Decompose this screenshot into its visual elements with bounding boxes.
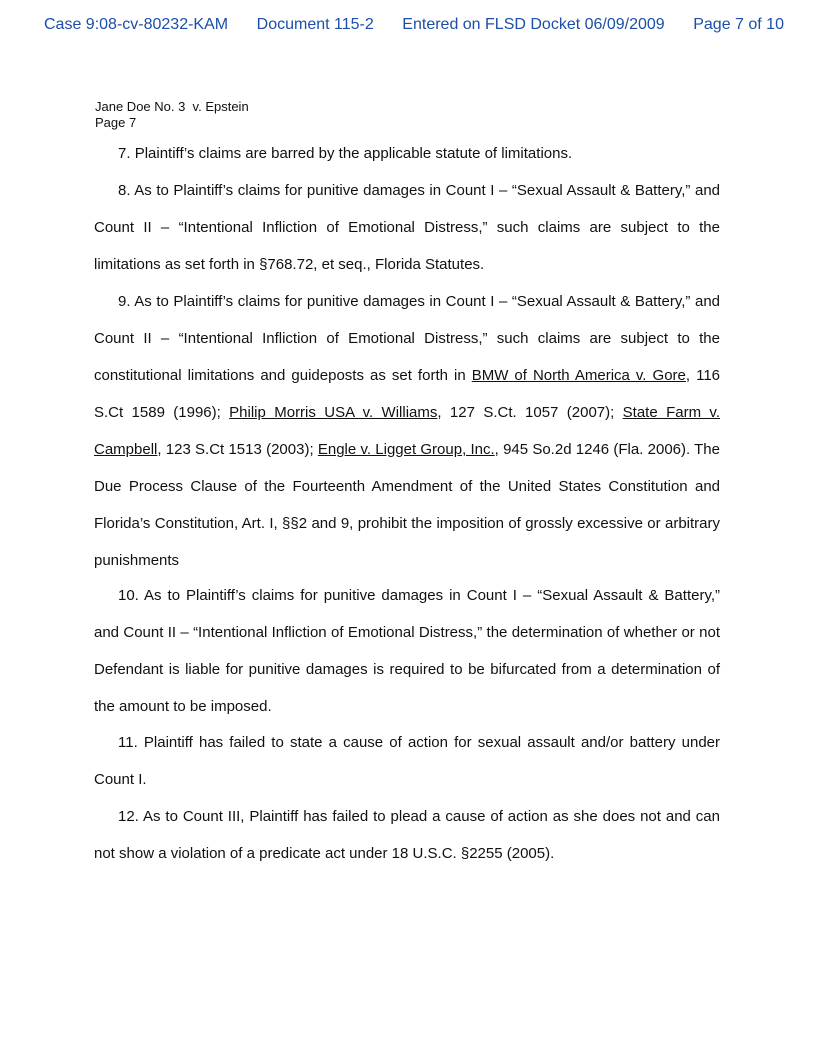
paragraph-number: 7. [118, 145, 131, 162]
citation-text: , 116 S.Ct 1589 (1996); [94, 367, 720, 421]
paragraph-text: As to Count III, Plaintiff has failed to plead a cause of action as she does not and can not show a violation of a predicate act under 18 U.S.C. §2255 (2005). [94, 808, 720, 862]
paragraph-number: 10. [118, 587, 139, 604]
page-number: Page 7 [95, 115, 137, 130]
paragraph-number: 11. [118, 734, 138, 751]
paragraph-text: As to Plaintiff’s claims for punitive damages in Count I – “Sexual Assault & Battery,” and Count II – “Intentional Infliction of Emotional Distress,” the determination of whether or not Defendant is liable for punitive damages is required to be bifurcated from a determination of the amount to be imposed. [94, 587, 720, 715]
citation-text: , 127 S.Ct. 1057 (2007); [437, 404, 623, 421]
paragraph-text: As to Plaintiff’s claims for punitive damages in Count I – “Sexual Assault & Battery,” and Count II – “Intentional Infliction of Emotional Distress,” such claims are subject to the constitutional limitations and guideposts as set forth in [94, 293, 720, 384]
paragraph-text: , 945 So.2d 1246 (Fla. 2006). The Due Process Clause of the Fourteenth Amendment of the United States Constitution and Florida’s Constitution, Art. I, §§2 and 9, prohibit the imposition of grossly excessive or arbitrary punishments [94, 441, 720, 569]
page-header [95, 99, 249, 131]
paragraph-12 [94, 798, 720, 872]
paragraph-11 [94, 724, 720, 798]
docket-stamp [44, 16, 784, 34]
paragraph-number: 8. [118, 182, 131, 199]
page-count: Page 7 of 10 [693, 16, 784, 33]
case-citation-philip-morris: Philip Morris USA v. Williams [229, 404, 438, 421]
case-citation-engle: Engle v. Ligget Group, Inc. [317, 441, 495, 458]
case-caption: Jane Doe No. 3 v. Epstein [95, 99, 249, 114]
case-number: Case 9:08-cv-80232-KAM [44, 16, 229, 33]
document-number: Document 115-2 [256, 16, 374, 33]
paragraph-number: 9. [118, 293, 131, 310]
paragraph-9 [94, 283, 720, 579]
case-citation-state-farm: State Farm v. Campbell [94, 404, 720, 458]
paragraph-7 [94, 135, 720, 172]
paragraph-8 [94, 172, 720, 283]
docket-entry-date: Entered on FLSD Docket 06/09/2009 [402, 16, 665, 33]
paragraph-text: Plaintiff’s claims are barred by the applicable statute of limitations. [134, 145, 573, 162]
case-citation-bmw: BMW of North America v. Gore [471, 367, 686, 384]
paragraph-text: Plaintiff has failed to state a cause of action for sexual assault and/or battery under Count I. [94, 734, 721, 788]
paragraph-10 [94, 577, 720, 725]
paragraph-text: As to Plaintiff’s claims for punitive damages in Count I – “Sexual Assault & Battery,” and Count II – “Intentional Infliction of Emotional Distress,” such claims are subject to the limitations as set forth in §768.72, et seq., Florida Statutes. [94, 182, 720, 273]
paragraph-number: 12. [118, 808, 139, 825]
citation-text: , 123 S.Ct 1513 (2003); [157, 441, 318, 458]
